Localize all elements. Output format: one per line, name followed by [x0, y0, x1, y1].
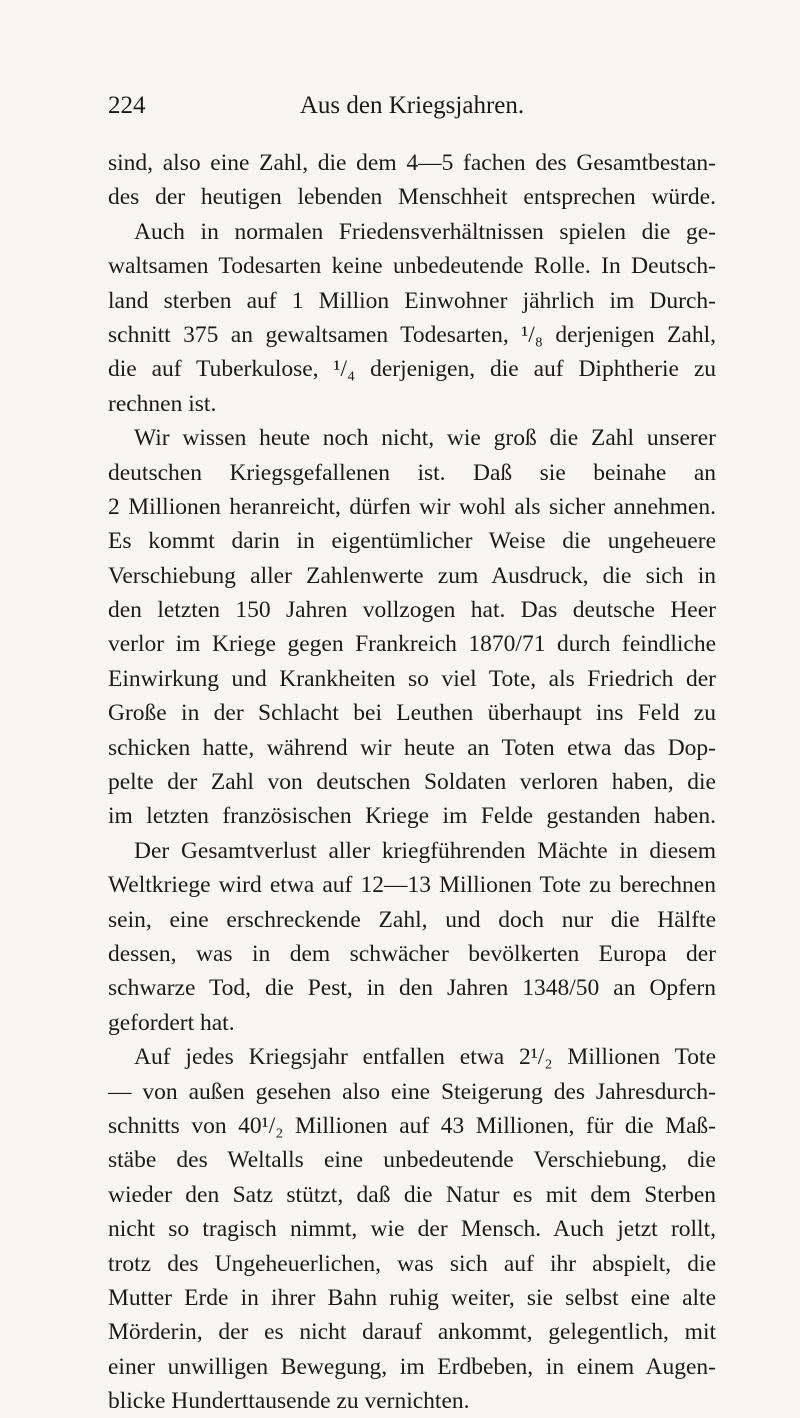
- body-text: [108, 146, 716, 1418]
- text-line: schnitt 375 an gewaltsamen Todesarten, ¹/₈ derjenigen Zahl,: [108, 321, 716, 348]
- text-line: Auf jedes Kriegsjahr entfallen etwa 2¹/₂ Millionen Tote: [134, 1044, 716, 1071]
- text-line: verlor im Kriege gegen Frankreich 1870/71 durch feindliche: [108, 631, 716, 658]
- text-line: nicht so tragisch nimmt, wie der Mensch. Auch jetzt rollt,: [108, 1216, 716, 1243]
- text-line: waltsamen Todesarten keine unbedeutende Rolle. In Deutsch-: [108, 253, 716, 280]
- text-line: 2 Millionen heranreicht, dürfen wir wohl als sicher annehmen.: [108, 493, 716, 520]
- text-line: Einwirkung und Krankheiten so viel Tote, als Friedrich der: [108, 665, 716, 692]
- running-head: Aus den Kriegsjahren.: [299, 92, 525, 119]
- text-line: dessen, was in dem schwächer bevölkerten Europa der: [108, 940, 716, 967]
- text-line: den letzten 150 Jahren vollzogen hat. Das deutsche Heer: [108, 597, 716, 624]
- text-line: Verschiebung aller Zahlenwerte zum Ausdruck, die sich in: [108, 562, 716, 589]
- text-line: deutschen Kriegsgefallenen ist. Daß sie beinahe an: [108, 459, 716, 486]
- text-line: pelte der Zahl von deutschen Soldaten verloren haben, die: [108, 769, 716, 796]
- text-line: land sterben auf 1 Million Einwohner jährlich im Durch-: [108, 287, 716, 314]
- text-line: Mörderin, der es nicht darauf ankommt, gelegentlich, mit: [108, 1319, 716, 1346]
- text-line: sein, eine erschreckende Zahl, und doch nur die Hälfte: [108, 906, 716, 933]
- text-line: im letzten französischen Kriege im Felde gestanden haben.: [108, 803, 716, 830]
- text-line: Der Gesamtverlust aller kriegführenden Mächte in diesem: [134, 837, 716, 864]
- page-number: 224: [108, 92, 146, 119]
- text-line: Mutter Erde in ihrer Bahn ruhig weiter, sie selbst eine alte: [108, 1284, 716, 1311]
- text-line: trotz des Ungeheuerlichen, was sich auf ihr abspielt, die: [108, 1250, 716, 1277]
- text-line: wieder den Satz stützt, daß die Natur es mit dem Sterben: [108, 1181, 716, 1208]
- text-line: schnitts von 40¹/₂ Millionen auf 43 Millionen, für die Maß-: [108, 1112, 716, 1139]
- text-line: gefordert hat.: [108, 1009, 235, 1036]
- text-line: schwarze Tod, die Pest, in den Jahren 1348/50 an Opfern: [108, 975, 716, 1002]
- text-line: Wir wissen heute noch nicht, wie groß die Zahl unserer: [134, 425, 716, 452]
- text-line: Auch in normalen Friedensverhältnissen spielen die ge-: [134, 218, 716, 245]
- text-line: Es kommt darin in eigentümlicher Weise die ungeheuere: [108, 528, 716, 555]
- text-line: rechnen ist.: [108, 390, 217, 417]
- text-line: des der heutigen lebenden Menschheit entsprechen würde.: [108, 184, 716, 211]
- text-line: stäbe des Weltalls eine unbedeutende Verschiebung, die: [108, 1147, 716, 1174]
- text-line: schicken hatte, während wir heute an Toten etwa das Dop-: [108, 734, 716, 761]
- text-line: die auf Tuberkulose, ¹/₄ derjenigen, die auf Diphtherie zu: [108, 356, 716, 383]
- page-header: [108, 92, 716, 132]
- text-line: — von außen gesehen also eine Steigerung des Jahresdurch-: [108, 1078, 716, 1105]
- text-line: einer unwilligen Bewegung, im Erdbeben, in einem Augen-: [108, 1353, 716, 1380]
- text-line: sind, also eine Zahl, die dem 4—5 fachen des Gesamtbestan-: [108, 150, 716, 176]
- text-line: Weltkriege wird etwa auf 12—13 Millionen Tote zu berechnen: [108, 872, 716, 899]
- text-line: Große in der Schlacht bei Leuthen überhaupt ins Feld zu: [108, 700, 716, 727]
- text-line: blicke Hunderttausende zu vernichten.: [108, 1388, 470, 1415]
